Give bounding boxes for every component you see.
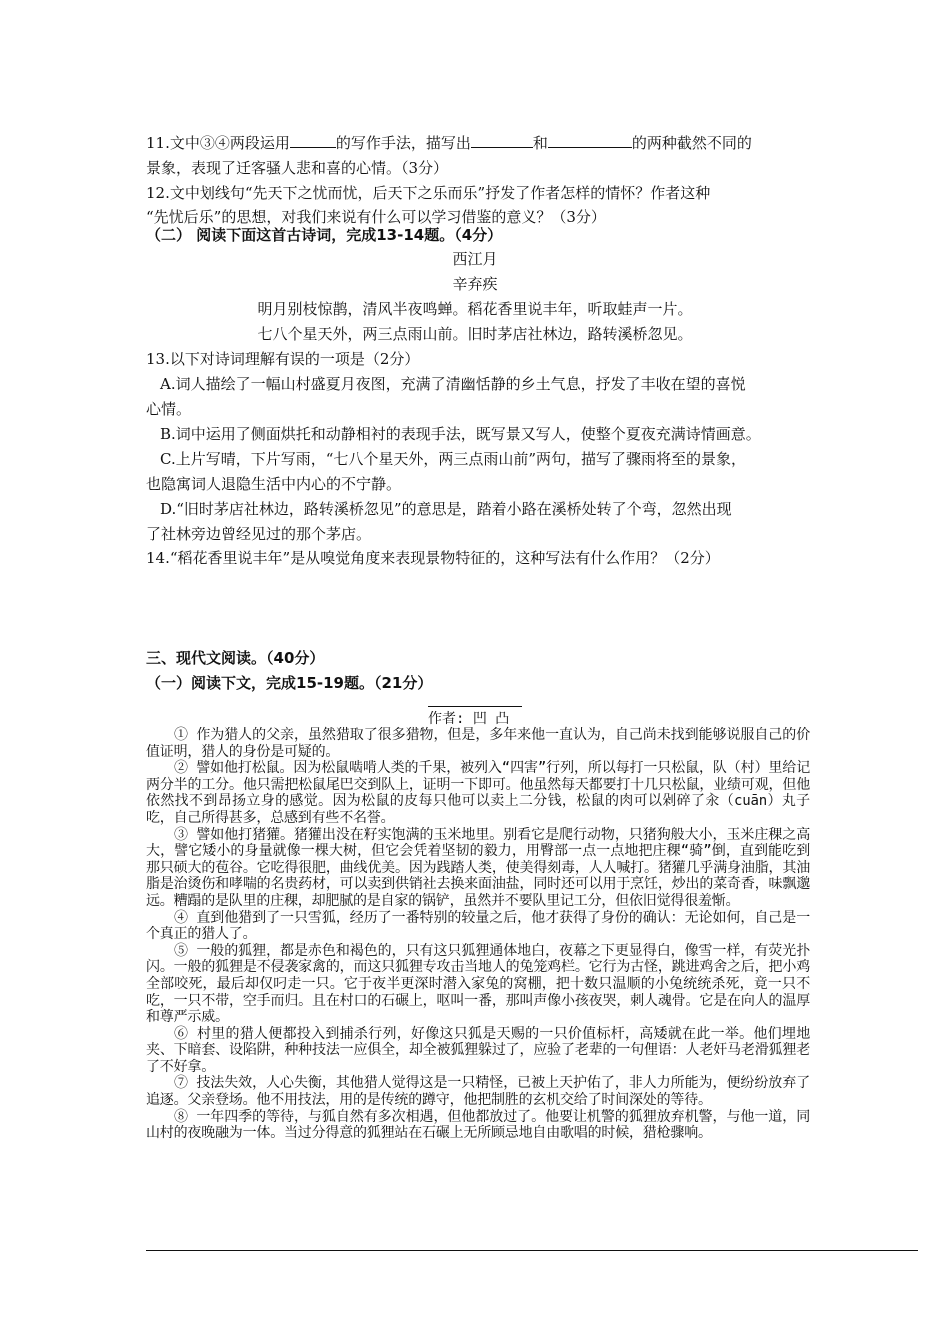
option-a-line2: 心情。	[146, 400, 192, 418]
passage-author: 作者: 凹 凸	[428, 711, 510, 727]
q11-mid2: 和	[532, 134, 548, 152]
option-d-line2: 了社林旁边曾经见过的那个茅店。	[146, 525, 372, 543]
q11-suffix: 的两种截然不同的	[631, 134, 752, 152]
part-3-heading: 三、现代文阅读。（40分）	[146, 649, 325, 667]
option-d-line1[interactable]: D.“旧时茅店社林边，路转溪桥忽见”的意思是，踏着小路在溪桥处转了个弯，忽然出现	[160, 500, 732, 518]
question-12-line2: “先忧后乐”的思想，对我们来说有什么可以学习借鉴的意义？（3分）	[146, 208, 606, 226]
answer-blank[interactable]	[290, 133, 336, 148]
passage-body	[146, 727, 810, 1142]
paragraph-6: ⑥ 村里的猎人便都投入到捕杀行列，好像这只狐是天赐的一只价值标杆，高矮就在此一举。他们埋地夹、下暗套、设陷阱，种种技法一应俱全，却全被狐狸躲过了，应验了老辈的一句俚语：人老奸马老滑狐狸老了不好拿。	[146, 1025, 810, 1075]
answer-blank[interactable]	[548, 133, 632, 148]
author-rule	[428, 706, 522, 707]
paragraph-8: ⑧ 一年四季的等待，与狐自然有多次相遇，但他都放过了。他要让机警的狐狸放弃机警，与他一道，同山村的夜晚融为一体。当过分得意的狐狸站在石碾上无所顾忌地自由歌唱的时候，猎枪骤响。	[146, 1108, 810, 1142]
q11-mid1: 的写作手法，描写出	[335, 134, 471, 152]
question-11-line1	[146, 132, 752, 153]
footer-rule	[146, 1250, 918, 1251]
paragraph-3: ③ 譬如他打猪獾。猪獾出没在籽实饱满的玉米地里。别看它是爬行动物，只猪狗般大小，玉米庄稞之高大，譬它矮小的身量就像一棵大树，但它会凭着坚韧的毅力，用臀部一点一点地把庄稞“骑”倒，直到能吃到那只硕大的苞谷。它吃得很肥，曲线优美。因为践踏人类，使美得刻毒，人人喊打。猪獾几乎满身油脂，其油脂是治烫伤和哮喘的名贵药材，可以卖到供销社去换来面油盐，同时还可以用于烹饪，炒出的菜奇香，味飘邈远。糟蹋的是队里的庄稞，却肥腻的是自家的锅铲，虽然并不要队里记工分，但依旧觉得很羞惭。	[146, 826, 810, 909]
question-11-line2: 景象，表现了迁客骚人悲和喜的心情。（3分）	[146, 159, 449, 177]
answer-blank[interactable]	[471, 133, 533, 148]
question-13-stem: 13.以下对诗词理解有误的一项是（2分）	[146, 350, 420, 368]
poem-title: 西江月	[452, 250, 498, 268]
part-3-1-heading: （一）阅读下文，完成15-19题。（21分）	[146, 674, 433, 692]
option-c-line2: 也隐寓词人退隐生活中内心的不宁静。	[146, 475, 402, 493]
question-14: 14.“稻花香里说丰年”是从嗅觉角度来表现景物特征的，这种写法有什么作用？（2分）	[146, 549, 720, 567]
poem-line-2: 七八个星天外，两三点雨山前。旧时茅店社林边，路转溪桥忽见。	[257, 325, 693, 343]
paragraph-5: ⑤ 一般的狐狸，都是赤色和褐色的，只有这只狐狸通体地白，夜幕之下更显得白，像雪一样，有荧光扑闪。一般的狐狸是不侵袭家禽的，而这只狐狸专攻击当地人的兔笼鸡栏。它行为古怪，跳进鸡舍之后，把小鸡全部咬死，最后却仅叼走一只。它于夜半更深时潜入家兔的窝棚，把十数只温顺的小兔统统杀死，竟一只不吃，一只不带，空手而归。且在村口的石碾上，呕叫一番，那叫声像小孩夜哭，刺人魂骨。它是在向人的温厚和尊严示威。	[146, 942, 810, 1026]
paragraph-4: ④ 直到他猎到了一只雪狐，经历了一番特别的较量之后，他才获得了身份的确认：无论如何，自己是一个真正的猎人了。	[146, 909, 810, 943]
option-a-line1[interactable]: A.词人描绘了一幅山村盛夏月夜图，充满了清幽恬静的乡土气息，抒发了丰收在望的喜悦	[160, 375, 746, 393]
poem-line-1: 明月别枝惊鹊，清风半夜鸣蝉。稻花香里说丰年，听取蛙声一片。	[257, 300, 693, 318]
option-b-line1[interactable]: B.词中运用了侧面烘托和动静相衬的表现手法，既写景又写人，使整个夏夜充满诗情画意。	[160, 425, 761, 443]
paragraph-7: ⑦ 技法失效，人心失衡，其他猎人觉得这是一只精怪，已被上天护佑了，非人力所能为，便纷纷放弃了追逐。父亲登场。他不用技法，用的是传统的蹲守，他把制胜的玄机交给了时间深处的等待。	[146, 1075, 810, 1109]
question-12-line1: 12.文中划线句“先天下之忧而忧，后天下之乐而乐”抒发了作者怎样的情怀？作者这种	[146, 184, 711, 202]
poem-author: 辛弃疾	[452, 275, 498, 293]
option-c-line1[interactable]: C.上片写晴，下片写雨，“七八个星天外，两三点雨山前”两句，描写了骤雨将至的景象，	[160, 450, 747, 468]
paragraph-2: ② 譬如他打松鼠。因为松鼠啮啃人类的千果，被列入“四害”行列，所以每打一只松鼠，队（村）里给记两分半的工分。他只需把松鼠尾巴交到队上，证明一下即可。他虽然每天都要打十几只松鼠，业绩可观，但他依然找不到昂扬立身的感觉。因为松鼠的皮每只他可以卖上二分钱，松鼠的肉可以剁碎了汆（cuān）丸子吃，自己所得甚多，总感到有些不名誉。	[146, 760, 810, 826]
paragraph-1: ① 作为猎人的父亲，虽然猎取了很多猎物，但是，多年来他一直认为，自己尚未找到能够说服自己的价值证明，猎人的身份是可疑的。	[146, 727, 810, 760]
q11-prefix: 11.文中③④两段运用	[146, 134, 290, 152]
section-2-heading: （二） 阅读下面这首古诗词，完成13-14题。（4分）	[146, 226, 503, 244]
